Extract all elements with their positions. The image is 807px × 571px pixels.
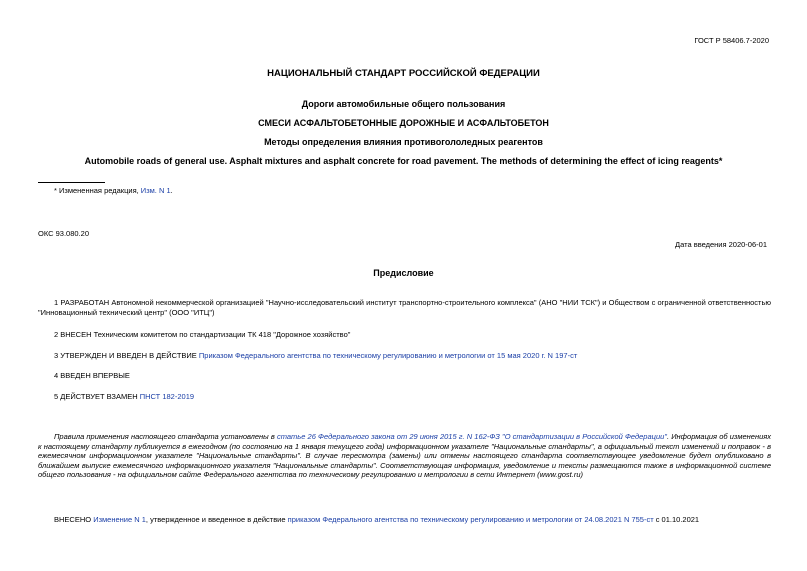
- introduction-date: Дата введения 2020-06-01: [675, 240, 767, 249]
- preface-item-5-text: 5 ДЕЙСТВУЕТ ВЗАМЕН: [54, 392, 140, 401]
- preface-heading: Предисловие: [373, 268, 434, 278]
- preface-item-3-text: 3 УТВЕРЖДЕН И ВВЕДЕН В ДЕЙСТВИЕ: [54, 351, 199, 360]
- english-title: Automobile roads of general use. Asphalt mixtures and asphalt concrete for road pavement. The methods of determining the effect of icing reagents*: [84, 156, 723, 166]
- changes-suffix: с 01.10.2021: [653, 515, 700, 524]
- replaced-standard-link[interactable]: ПНСТ 182-2019: [139, 392, 195, 401]
- footnote: [54, 186, 173, 195]
- preface-item-1: 1 РАЗРАБОТАН Автономной некоммерческой организацией "Научно-исследовательский институт транспортно-строительного комплекса" (АНО "НИИ ТСК") и Обществом с ограниченной ответственностью "Инновационный технический центр" (ООО "ИТЦ"): [38, 298, 771, 317]
- preface-item-5: [54, 392, 194, 401]
- document-code: ГОСТ Р 58406.7-2020: [694, 36, 769, 45]
- preface-item-3: [54, 351, 577, 360]
- footnote-divider: [38, 182, 105, 183]
- approval-order-link[interactable]: Приказом Федерального агентства по техническому регулированию и метрологии от 15 мая 2020 г. N 197-ст: [198, 351, 578, 360]
- footnote-text: * Измененная редакция,: [54, 186, 141, 195]
- subject-heading: Дороги автомобильные общего пользования: [301, 99, 506, 109]
- oks-code: ОКС 93.080.20: [38, 229, 89, 238]
- changes-prefix: ВНЕСЕНО: [54, 515, 94, 524]
- preface-item-2: 2 ВНЕСЕН Техническим комитетом по стандартизации ТК 418 "Дорожное хозяйство": [54, 330, 351, 339]
- footnote-amendment-link[interactable]: Изм. N 1: [140, 186, 171, 195]
- changes-note: [54, 515, 699, 524]
- national-standard-heading: НАЦИОНАЛЬНЫЙ СТАНДАРТ РОССИЙСКОЙ ФЕДЕРАЦИИ: [267, 68, 540, 79]
- subtitle: Методы определения влияния противогололедных реагентов: [264, 137, 543, 147]
- main-title: СМЕСИ АСФАЛЬТОБЕТОННЫЕ ДОРОЖНЫЕ И АСФАЛЬТОБЕТОН: [258, 118, 549, 128]
- rules-text-1: Правила применения настоящего стандарта установлены в: [54, 432, 277, 441]
- footnote-end: .: [170, 186, 173, 195]
- federal-law-link[interactable]: статье 26 Федерального закона от 29 июня 2015 г. N 162-ФЗ "О стандартизации в Российской Федерации": [276, 432, 667, 441]
- amendment-order-link[interactable]: приказом Федерального агентства по техническому регулированию и метрологии от 24.08.2021 N 755-ст: [287, 515, 654, 524]
- application-rules: [38, 432, 771, 480]
- preface-item-4: 4 ВВЕДЕН ВПЕРВЫЕ: [54, 371, 130, 380]
- rules-text-2: . Информация об изменениях к настоящему стандарту публикуется в ежегодном (по состоянию на 1 января текущего года) информационном указателе "Национальные стандарты", а официальный текст изменений и поправок - в ежемесячном информационном указателе "Национальные стандарты". В случае пересмотра (замены) или отмены настоящего стандарта соответствующее уведомление будет опубликовано в ближайшем выпуске ежемесячного информационного указателя "Национальные стандарты". Соответствующая информация, уведомление и тексты размещаются также в информационной системе общего пользования - на официальном сайте Федерального агентства по техническому регулированию и метрологии в сети Интернет (www.gost.ru): [38, 432, 772, 479]
- changes-middle: , утвержденное и введенное в действие: [145, 515, 288, 524]
- amendment-1-link[interactable]: Изменение N 1: [93, 515, 146, 524]
